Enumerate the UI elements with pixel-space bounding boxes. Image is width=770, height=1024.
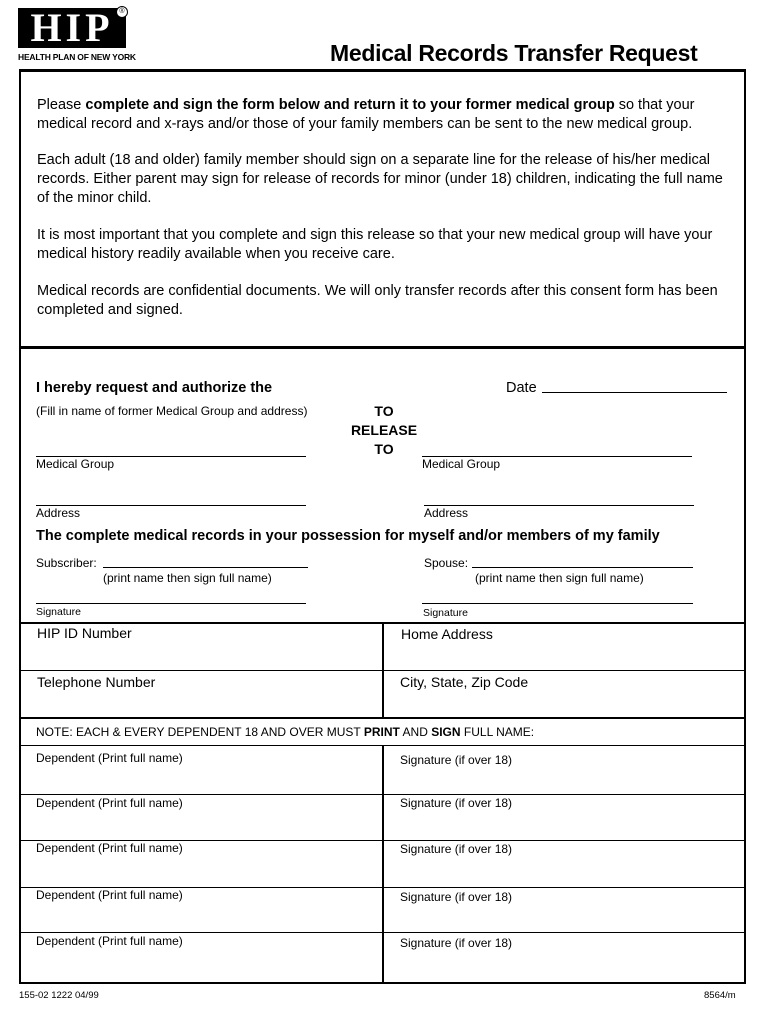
column-divider [382, 745, 384, 983]
form-number: 155-02 1222 04/99 [19, 990, 99, 1001]
date-field[interactable] [542, 392, 727, 393]
address-label: Address [36, 506, 81, 520]
page-title: Medical Records Transfer Request [330, 40, 698, 66]
dependent-name-field[interactable]: Dependent (Print full name) [36, 796, 183, 810]
dependent-signature-field[interactable]: Signature (if over 18) [400, 796, 513, 810]
dependent-name-field[interactable]: Dependent (Print full name) [36, 934, 183, 948]
medical-group-label: Medical Group [422, 457, 501, 471]
hip-id-number-field[interactable]: HIP ID Number [37, 625, 132, 641]
release-text-release: RELEASE [350, 422, 418, 438]
logo-mark [18, 5, 126, 50]
subscriber-signature-field[interactable] [36, 603, 306, 604]
section-divider [19, 346, 746, 349]
date-label: Date [506, 380, 537, 396]
dependents-note: NOTE: EACH & EVERY DEPENDENT 18 AND OVER MUST PRINT AND SIGN FULL NAME: [36, 725, 535, 739]
address-label: Address [424, 506, 469, 520]
intro-paragraph-3: It is most important that you complete and sign this release so that your new medical group will have your medical history readily available when you receive care. [37, 227, 713, 262]
subscriber-name-field[interactable] [103, 567, 308, 568]
spouse-label: Spouse: [424, 556, 469, 570]
to-release-to [344, 402, 424, 459]
dependent-name-field[interactable]: Dependent (Print full name) [36, 888, 183, 902]
dependent-signature-field[interactable]: Signature (if over 18) [400, 753, 513, 767]
print-sign-note: (print name then sign full name) [475, 571, 644, 585]
release-text-to-2: TO [374, 441, 394, 457]
records-statement: The complete medical records in your possession for myself and/or members of my family [36, 528, 660, 544]
fill-in-note: (Fill in name of former Medical Group and address) [36, 404, 308, 418]
medical-group-label: Medical Group [36, 457, 115, 471]
dependent-name-field[interactable]: Dependent (Print full name) [36, 841, 183, 855]
telephone-number-field[interactable]: Telephone Number [37, 674, 156, 690]
dependent-name-field[interactable]: Dependent (Print full name) [36, 751, 183, 765]
subscriber-label: Subscriber: [36, 556, 97, 570]
spouse-signature-field[interactable] [422, 603, 693, 604]
intro-paragraph-4: Medical records are confidential documents. We will only transfer records after this consent form has been completed and signed. [37, 283, 718, 318]
authorization-heading: I hereby request and authorize the [36, 380, 273, 396]
logo-letters: HIP [30, 5, 114, 50]
intro-paragraph-2: Each adult (18 and older) family member should sign on a separate line for the release of his/her medical records. Either parent may sign for release of records for minor (under 18) children, indicating the full name of the minor child. [37, 152, 723, 206]
logo-subtitle: HEALTH PLAN OF NEW YORK [18, 52, 136, 62]
home-address-field[interactable]: Home Address [401, 626, 493, 642]
city-state-zip-field[interactable]: City, State, Zip Code [400, 674, 529, 690]
hip-logo [18, 5, 136, 62]
signature-label: Signature [36, 606, 81, 618]
spouse-name-field[interactable] [472, 567, 693, 568]
form-code: 8564/m [704, 990, 736, 1001]
release-text-to: TO [374, 403, 394, 419]
registered-mark: ® [116, 6, 128, 18]
intro-paragraph-1: Please complete and sign the form below and return it to your former medical group so that your medical record and x-rays and/or those of your family members can be sent to the new medical group. [37, 97, 695, 132]
dependent-signature-field[interactable]: Signature (if over 18) [400, 936, 513, 950]
dependent-signature-field[interactable]: Signature (if over 18) [400, 842, 513, 856]
column-divider [382, 622, 384, 718]
signature-label: Signature [423, 607, 468, 619]
dependent-signature-field[interactable]: Signature (if over 18) [400, 890, 513, 904]
print-sign-note: (print name then sign full name) [103, 571, 272, 585]
